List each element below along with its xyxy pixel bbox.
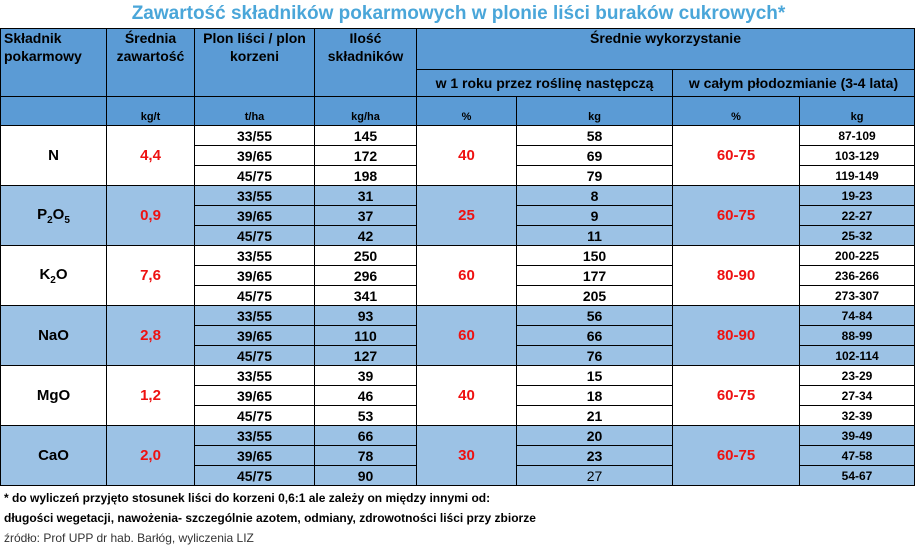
plon-ratio: 39/65 xyxy=(195,266,315,286)
plon-ratio: 45/75 xyxy=(195,346,315,366)
table-row xyxy=(1,306,915,326)
ilosc-value: 110 xyxy=(315,326,417,346)
kg-rotation: 236-266 xyxy=(800,266,915,286)
header-skladnik: Składnik pokarmowy xyxy=(1,29,107,97)
kg-first-year: 76 xyxy=(517,346,673,366)
kg-rotation: 87-109 xyxy=(800,126,915,146)
plon-ratio: 33/55 xyxy=(195,186,315,206)
avg-content: 2,8 xyxy=(107,306,195,366)
kg-first-year: 8 xyxy=(517,186,673,206)
kg-rotation: 88-99 xyxy=(800,326,915,346)
pct-rotation: 60-75 xyxy=(673,186,800,246)
ilosc-value: 296 xyxy=(315,266,417,286)
kg-first-year: 11 xyxy=(517,226,673,246)
kg-rotation: 74-84 xyxy=(800,306,915,326)
kg-first-year: 15 xyxy=(517,366,673,386)
kg-first-year: 21 xyxy=(517,406,673,426)
unit-pct1: % xyxy=(417,97,517,126)
table-row xyxy=(1,426,915,446)
kg-first-year: 58 xyxy=(517,126,673,146)
kg-first-year: 20 xyxy=(517,426,673,446)
kg-rotation: 273-307 xyxy=(800,286,915,306)
header-ilosc: Ilość składników xyxy=(315,29,417,97)
plon-ratio: 45/75 xyxy=(195,166,315,186)
pct-first-year: 25 xyxy=(417,186,517,246)
kg-rotation: 23-29 xyxy=(800,366,915,386)
ilosc-value: 31 xyxy=(315,186,417,206)
plon-ratio: 45/75 xyxy=(195,466,315,486)
kg-rotation: 32-39 xyxy=(800,406,915,426)
kg-rotation: 119-149 xyxy=(800,166,915,186)
avg-content: 0,9 xyxy=(107,186,195,246)
kg-rotation: 47-58 xyxy=(800,446,915,466)
table-title: Zawartość składników pokarmowych w plonie liści buraków cukrowych* xyxy=(131,3,786,24)
table-body xyxy=(1,126,915,486)
kg-rotation: 22-27 xyxy=(800,206,915,226)
kg-rotation: 102-114 xyxy=(800,346,915,366)
kg-rotation: 54-67 xyxy=(800,466,915,486)
unit-tha: t/ha xyxy=(195,97,315,126)
plon-ratio: 33/55 xyxy=(195,426,315,446)
plon-ratio: 39/65 xyxy=(195,326,315,346)
pct-first-year: 30 xyxy=(417,426,517,486)
kg-rotation: 25-32 xyxy=(800,226,915,246)
kg-first-year: 56 xyxy=(517,306,673,326)
plon-ratio: 39/65 xyxy=(195,386,315,406)
pct-rotation: 60-75 xyxy=(673,426,800,486)
plon-ratio: 39/65 xyxy=(195,206,315,226)
pct-rotation: 80-90 xyxy=(673,246,800,306)
pct-first-year: 40 xyxy=(417,126,517,186)
ilosc-value: 90 xyxy=(315,466,417,486)
plon-ratio: 45/75 xyxy=(195,286,315,306)
kg-first-year: 205 xyxy=(517,286,673,306)
ilosc-value: 78 xyxy=(315,446,417,466)
ilosc-value: 145 xyxy=(315,126,417,146)
nutrient-name: $P_2O_5$ xyxy=(1,186,107,246)
kg-first-year: 150 xyxy=(517,246,673,266)
ilosc-value: 250 xyxy=(315,246,417,266)
kg-first-year: 23 xyxy=(517,446,673,466)
ilosc-value: 42 xyxy=(315,226,417,246)
header-srednia: Średnia zawartość xyxy=(107,29,195,97)
nutrient-name: MgO xyxy=(1,366,107,426)
kg-first-year: 66 xyxy=(517,326,673,346)
kg-first-year: 9 xyxy=(517,206,673,226)
footnote-1: * do wyliczeń przyjęto stosunek liści do korzeni 0,6:1 ale zależy on między innymi od: xyxy=(4,491,491,505)
plon-ratio: 33/55 xyxy=(195,246,315,266)
pct-first-year: 60 xyxy=(417,306,517,366)
kg-rotation: 27-34 xyxy=(800,386,915,406)
source-note: źródło: Prof UPP dr hab. Barłóg, wyliczenia LIZ xyxy=(4,531,254,545)
ilosc-value: 198 xyxy=(315,166,417,186)
avg-content: 7,6 xyxy=(107,246,195,306)
kg-first-year: 79 xyxy=(517,166,673,186)
plon-ratio: 33/55 xyxy=(195,306,315,326)
ilosc-value: 37 xyxy=(315,206,417,226)
header-wykorzystanie: Średnie wykorzystanie xyxy=(417,29,915,70)
kg-rotation: 39-49 xyxy=(800,426,915,446)
plon-ratio: 39/65 xyxy=(195,446,315,466)
nutrient-table xyxy=(0,28,915,486)
avg-content: 4,4 xyxy=(107,126,195,186)
nutrient-name: CaO xyxy=(1,426,107,486)
unit-kg2: kg xyxy=(800,97,915,126)
nutrient-name: NaO xyxy=(1,306,107,366)
footnote-2: długości wegetacji, nawożenia- szczególnie azotem, odmiany, zdrowotności liści przy zbiorze xyxy=(4,511,536,525)
pct-rotation: 80-90 xyxy=(673,306,800,366)
pct-first-year: 60 xyxy=(417,246,517,306)
plon-ratio: 39/65 xyxy=(195,146,315,166)
plon-ratio: 33/55 xyxy=(195,126,315,146)
plon-ratio: 45/75 xyxy=(195,226,315,246)
pct-rotation: 60-75 xyxy=(673,126,800,186)
ilosc-value: 127 xyxy=(315,346,417,366)
kg-first-year: 177 xyxy=(517,266,673,286)
kg-first-year: 18 xyxy=(517,386,673,406)
pct-first-year: 40 xyxy=(417,366,517,426)
table-row xyxy=(1,186,915,206)
ilosc-value: 39 xyxy=(315,366,417,386)
nutrient-name: N xyxy=(1,126,107,186)
plon-ratio: 45/75 xyxy=(195,406,315,426)
ilosc-value: 46 xyxy=(315,386,417,406)
ilosc-value: 172 xyxy=(315,146,417,166)
table-row xyxy=(1,366,915,386)
pct-rotation: 60-75 xyxy=(673,366,800,426)
kg-first-year: 69 xyxy=(517,146,673,166)
avg-content: 1,2 xyxy=(107,366,195,426)
kg-rotation: 19-23 xyxy=(800,186,915,206)
ilosc-value: 341 xyxy=(315,286,417,306)
unit-kgt: kg/t xyxy=(107,97,195,126)
header-plon: Plon liści / plon korzeni xyxy=(195,29,315,97)
unit-pct2: % xyxy=(673,97,800,126)
kg-rotation: 200-225 xyxy=(800,246,915,266)
avg-content: 2,0 xyxy=(107,426,195,486)
unit-empty xyxy=(1,97,107,126)
header-rok1: w 1 roku przez roślinę następczą xyxy=(417,70,673,97)
plon-ratio: 33/55 xyxy=(195,366,315,386)
ilosc-value: 53 xyxy=(315,406,417,426)
ilosc-value: 66 xyxy=(315,426,417,446)
table-row xyxy=(1,126,915,146)
unit-kg1: kg xyxy=(517,97,673,126)
ilosc-value: 93 xyxy=(315,306,417,326)
unit-kgha: kg/ha xyxy=(315,97,417,126)
table-row xyxy=(1,246,915,266)
nutrient-name: $K_2O$ xyxy=(1,246,107,306)
header-caly: w całym płodozmianie (3-4 lata) xyxy=(673,70,915,97)
kg-rotation: 103-129 xyxy=(800,146,915,166)
kg-first-year: 27 xyxy=(517,466,673,486)
